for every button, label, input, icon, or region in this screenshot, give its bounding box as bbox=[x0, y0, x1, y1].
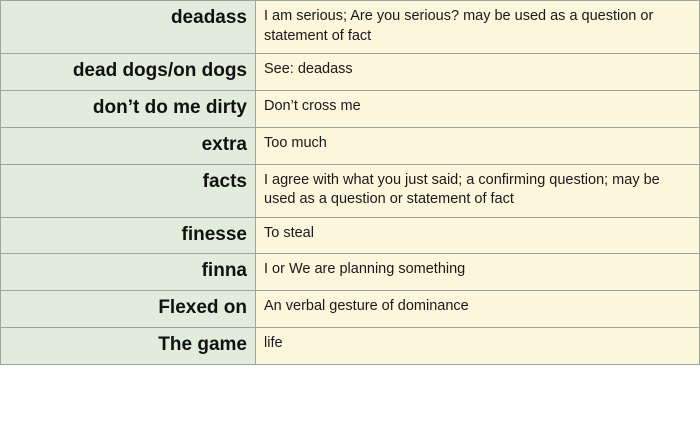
term-cell: don’t do me dirty bbox=[1, 90, 256, 127]
definition-cell: I agree with what you just said; a confirming question; may be used as a question or statement of fact bbox=[256, 164, 700, 217]
term-cell: The game bbox=[1, 328, 256, 365]
term-cell: dead dogs/on dogs bbox=[1, 54, 256, 91]
table-row bbox=[1, 217, 700, 254]
definition-cell: An verbal gesture of dominance bbox=[256, 291, 700, 328]
term-cell: Flexed on bbox=[1, 291, 256, 328]
table-row bbox=[1, 291, 700, 328]
term-cell: finna bbox=[1, 254, 256, 291]
definition-cell: I am serious; Are you serious? may be used as a question or statement of fact bbox=[256, 1, 700, 54]
table-row bbox=[1, 328, 700, 365]
term-cell: finesse bbox=[1, 217, 256, 254]
definition-cell: Too much bbox=[256, 127, 700, 164]
table-row bbox=[1, 254, 700, 291]
definition-cell: To steal bbox=[256, 217, 700, 254]
definition-cell: I or We are planning something bbox=[256, 254, 700, 291]
definition-cell: life bbox=[256, 328, 700, 365]
table-row bbox=[1, 164, 700, 217]
term-cell: deadass bbox=[1, 1, 256, 54]
definition-cell: Don’t cross me bbox=[256, 90, 700, 127]
definition-cell: See: deadass bbox=[256, 54, 700, 91]
table-row bbox=[1, 127, 700, 164]
table-row bbox=[1, 1, 700, 54]
term-cell: extra bbox=[1, 127, 256, 164]
table-row bbox=[1, 90, 700, 127]
glossary-table-body bbox=[1, 1, 700, 365]
table-row bbox=[1, 54, 700, 91]
term-cell: facts bbox=[1, 164, 256, 217]
